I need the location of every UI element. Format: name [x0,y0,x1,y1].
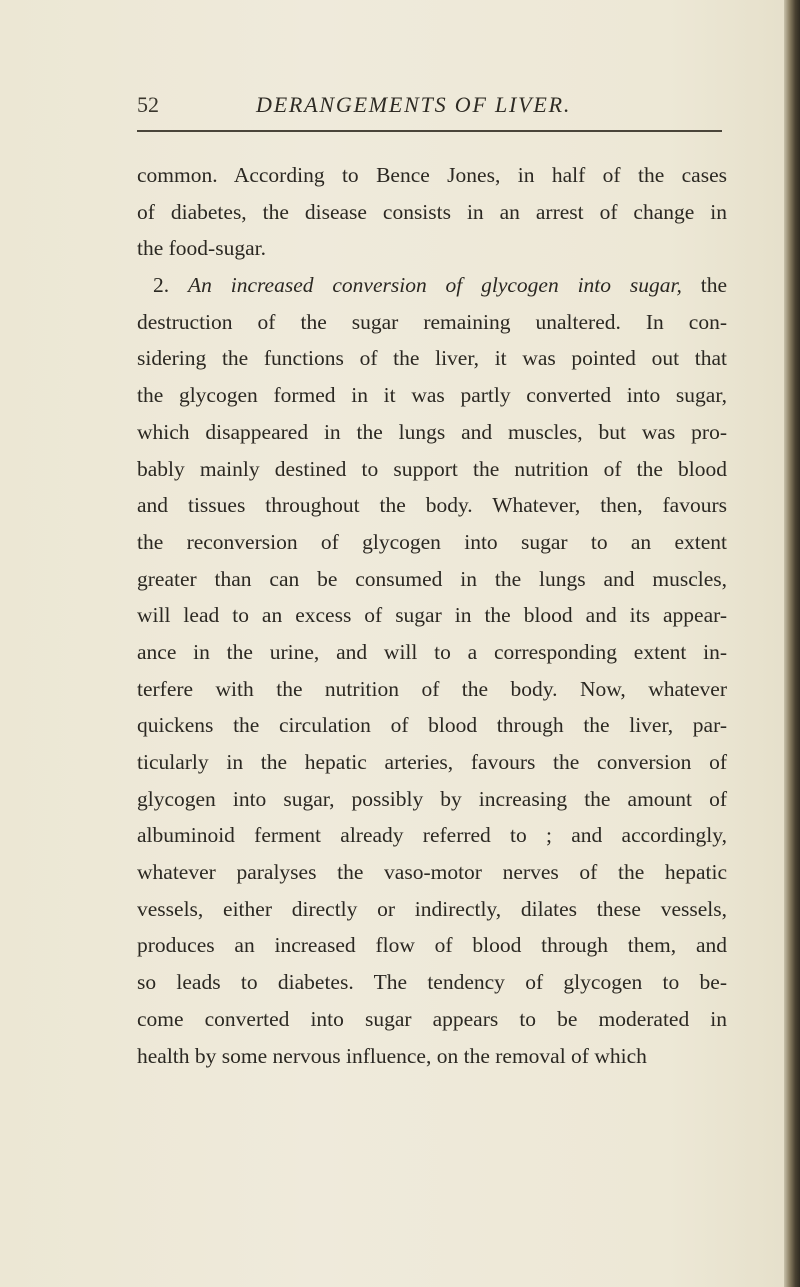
text-line: health by some nervous influence, on the removal of which [137,1043,647,1068]
text-line: quickens the circulation of blood through the liver, par- [137,713,727,738]
text-line: terfere with the nutrition of the body. Now, whatever [137,676,727,701]
body-text [137,157,727,1074]
text-line: come converted into sugar appears to be moderated in [137,1006,727,1031]
text-line: the food-sugar. [137,236,266,261]
page-header [0,92,784,132]
text-line: the reconversion of glycogen into sugar to an extent [137,529,727,554]
text-line: sidering the functions of the liver, it was pointed out that [137,346,727,371]
text-line: destruction of the sugar remaining unaltered. In con- [137,309,727,334]
text-line: vessels, either directly or indirectly, dilates these vessels, [137,896,727,921]
running-title: DERANGEMENTS OF LIVER. [256,92,572,117]
section-title-continuation: the [700,273,727,298]
text-line: of diabetes, the disease consists in an arrest of change in [137,199,727,224]
text-line: produces an increased flow of blood through them, and [137,933,727,958]
text-line: ticularly in the hepatic arteries, favours the conversion of [137,750,727,774]
text-line: albuminoid ferment already referred to ; and accordingly, [137,823,727,848]
text-line: the glycogen formed in it was partly converted into sugar, [137,383,727,408]
text-line-section-heading [137,267,727,304]
text-line: and tissues throughout the body. Whatever, then, favours [137,493,727,518]
text-line: bably mainly destined to support the nutrition of the blood [137,456,727,481]
text-line: greater than can be consumed in the lungs and muscles, [137,566,727,591]
section-number: 2. [153,273,170,298]
text-line: whatever paralyses the vaso-motor nerves of the hepatic [137,860,727,885]
page-number: 52 [137,92,159,117]
text-line: ance in the urine, and will to a corresponding extent in- [137,639,727,664]
text-line: common. According to Bence Jones, in half of the cases [137,163,727,187]
text-line: so leads to diabetes. The tendency of glycogen to be- [137,970,727,995]
section-title: An increased conversion of glycogen into sugar, [187,273,682,298]
text-line: which disappeared in the lungs and muscles, but was pro- [137,419,727,444]
text-line: glycogen into sugar, possibly by increasing the amount of [137,786,727,811]
header-rule [137,130,722,132]
page-edge-shadow [784,0,800,1287]
text-line: will lead to an excess of sugar in the blood and its appear- [137,603,727,628]
